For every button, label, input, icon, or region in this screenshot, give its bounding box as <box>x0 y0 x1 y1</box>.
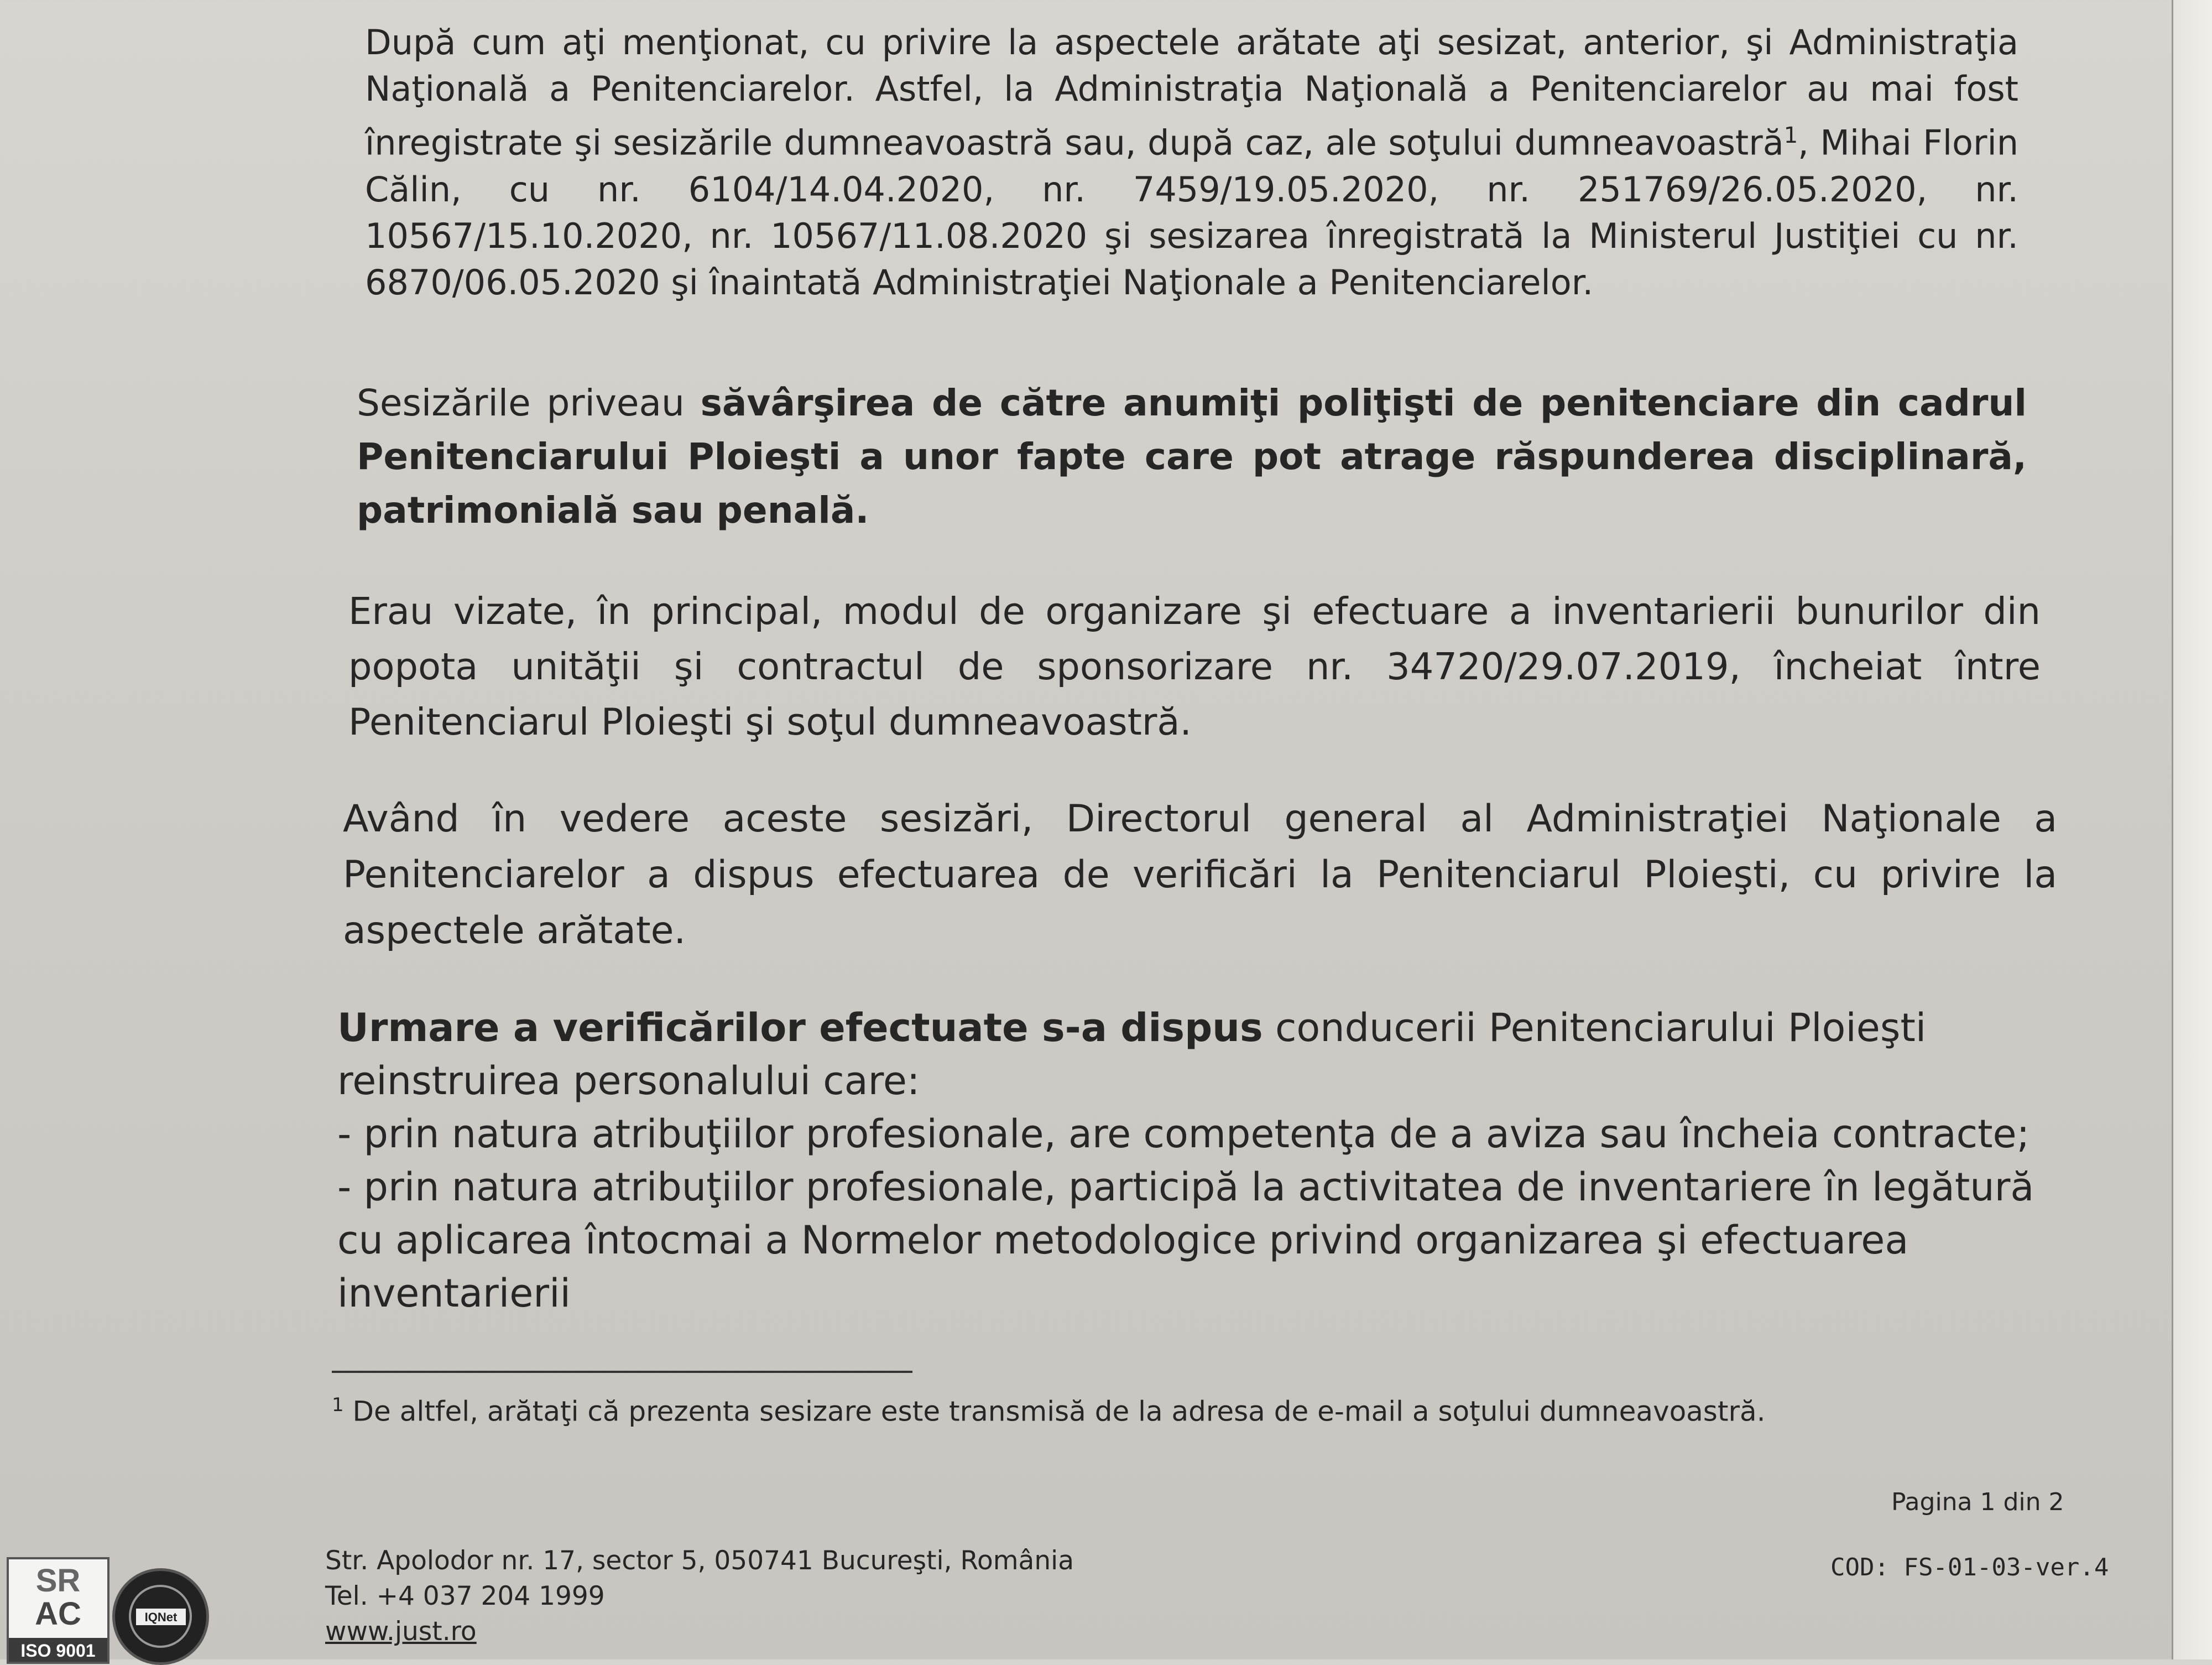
paragraph-verification-ordered: Având în vedere aceste sesizări, Directorul general al Administraţiei Naţionale a Penitenciarelor a dispus efectuarea de verificări la Penitenciarul Ploieşti, cu privire la aspectele arătate. <box>343 797 2057 953</box>
srac-logo-graphic <box>9 1559 107 1662</box>
footnote-text: De altfel, arătaţi că prezenta sesizare este transmisă de la adresa de e-mail a soţului dumneavoastră. <box>352 1395 1766 1428</box>
footnote-number: 1 <box>332 1394 344 1416</box>
results-intro <box>337 1001 2079 1107</box>
footer-website-link[interactable]: www.just.ro <box>325 1616 477 1647</box>
paragraph-verification-results <box>337 1001 2079 1320</box>
footnote <box>332 1388 1991 1428</box>
paragraph-text: După cum aţi menţionat, cu privire la aspectele arătate aţi sesizat, anterior, şi Administraţia Naţională a Penitenciarelor. Astfel, la Administraţia Naţională a Penitenciarelor au mai fost înregistrate şi sesizările dumneavoastră sau, după caz, ale soţului dumneavoastră <box>365 22 2018 163</box>
paragraph-text: Sesizările priveau <box>357 382 701 424</box>
iqnet-logo <box>112 1568 209 1665</box>
paragraph-bold-text: săvârşirea de către anumiţi poliţişti de penitenciare din cadrul Penitenciarului Ploieşti a unor fapte care pot atrage răspunderea disciplinară, patrimonială sau penală. <box>357 382 2027 532</box>
paragraph-previous-complaints <box>365 19 2018 306</box>
footnote-reference: 1 <box>1783 123 1798 148</box>
srac-logo-iso-text: ISO 9001 <box>20 1641 96 1661</box>
footnote-divider <box>332 1371 912 1373</box>
document-code: COD: FS-01-03-ver.4 <box>1830 1553 2109 1581</box>
footer-address: Str. Apolodor nr. 17, sector 5, 050741 Bucureşti, România <box>325 1546 1074 1576</box>
srac-logo-mid-text: AC <box>35 1596 81 1632</box>
iqnet-logo-text: IQNet <box>144 1610 178 1624</box>
results-text: conducerii Penitenciarului Ploieşti reinstruirea personalului care: <box>337 1005 1927 1104</box>
footer-phone: Tel. +4 037 204 1999 <box>325 1581 605 1611</box>
results-bold-text: Urmare a verificărilor efectuate s-a dispus <box>337 1005 1263 1050</box>
srac-logo-top-text: SR <box>35 1563 81 1599</box>
paragraph-text-continued: , Mihai Florin Călin, cu nr. 6104/14.04.2020, nr. 7459/19.05.2020, nr. 251769/26.05.2020, nr. 10567/15.10.2020, nr. 10567/11.08.2020 şi sesizarea înregistrată la Ministerul Justiţiei cu nr. 6870/06.05.2020 şi înaintată Administraţiei Naţionale a Penitenciarelor. <box>365 122 2018 303</box>
srac-iso-logo <box>7 1557 109 1664</box>
paper-edge <box>2172 0 2212 1659</box>
page-number: Pagina 1 din 2 <box>1891 1488 2064 1516</box>
results-list-item-contracts: - prin natura atribuţiilor profesionale, are competenţa de a aviza sau încheia contracte; <box>337 1111 2030 1157</box>
paragraph-targeted-issues: Erau vizate, în principal, modul de organizare şi efectuare a inventarierii bunurilor din popota unităţii şi contractul de sponsorizare nr. 34720/29.07.2019, încheiat între Penitenciarul Ploieşti şi soţul dumneavoastră. <box>348 590 2041 743</box>
footer-address-block <box>325 1543 1074 1650</box>
paragraph-complaint-subject <box>357 376 2027 537</box>
results-list-item-inventory: - prin natura atribuţiilor profesionale, participă la activitatea de inventariere în legătură cu aplicarea întocmai a Normelor metodologice privind organizarea şi efectuarea inventarierii <box>337 1164 2034 1316</box>
iqnet-logo-graphic <box>115 1571 206 1662</box>
